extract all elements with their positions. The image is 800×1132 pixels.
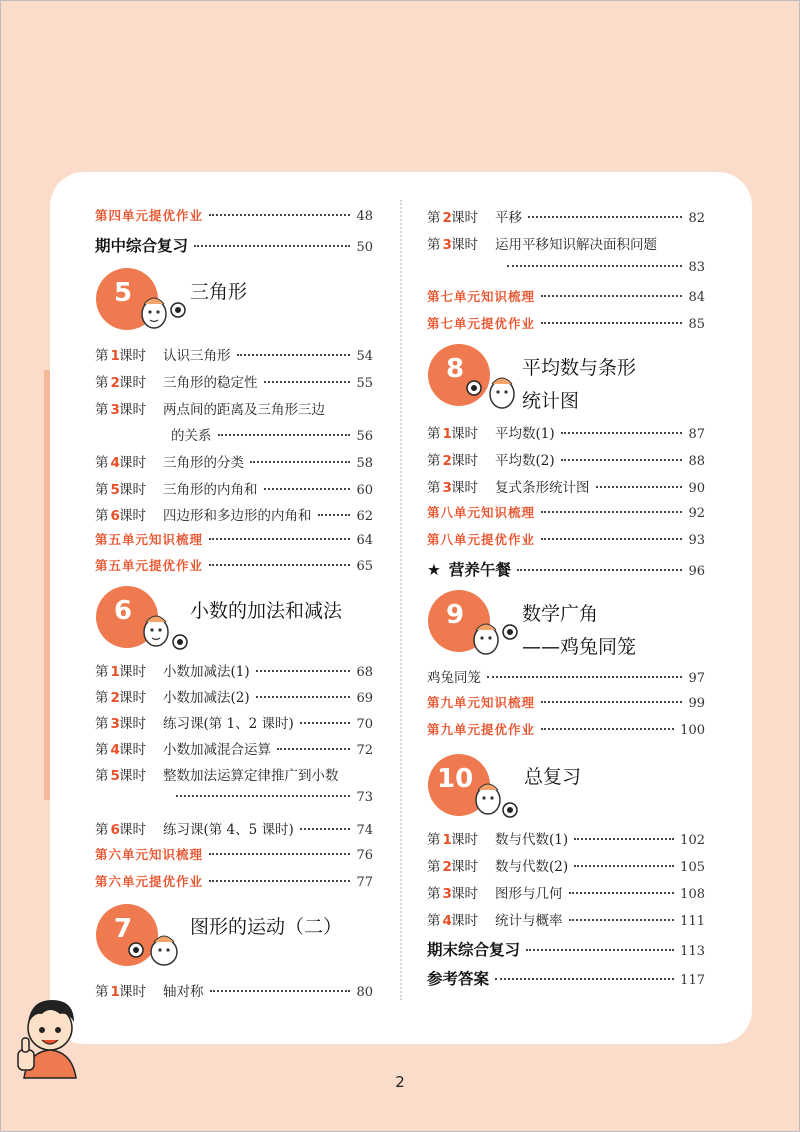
entry-title: 第四单元提优作业 <box>95 208 204 223</box>
lesson-prefix: 第 <box>95 482 109 498</box>
entry-page: 111 <box>680 914 705 929</box>
unit-8-title-line1: 平均数与条形 <box>522 357 637 379</box>
toc-entry-nutrition-lunch[interactable] <box>427 558 705 584</box>
toc-lesson[interactable] <box>427 882 705 908</box>
lesson-title: 轴对称 <box>163 984 204 1000</box>
lesson-title: 平均数(2) <box>495 453 555 469</box>
entry-page: 99 <box>688 696 705 711</box>
lesson-number: 1 <box>442 832 452 848</box>
lesson-prefix: 第 <box>427 886 441 902</box>
entry-page: 102 <box>680 833 705 848</box>
lesson-number: 6 <box>110 508 120 524</box>
toc-lesson[interactable] <box>427 476 705 502</box>
toc-lesson-continuation[interactable] <box>176 790 373 816</box>
lesson-title-continued: 的关系 <box>171 428 212 444</box>
column-divider <box>400 200 402 1000</box>
lesson-number: 1 <box>110 984 120 1000</box>
leader-dots <box>517 569 683 571</box>
entry-page: 56 <box>356 429 373 444</box>
lesson-title: 数与代数(2) <box>495 859 569 875</box>
lesson-suffix: 课时 <box>119 664 146 680</box>
leader-dots <box>541 538 682 540</box>
lesson-suffix: 课时 <box>119 690 146 706</box>
unit-number: 9 <box>446 600 465 630</box>
leader-dots <box>561 459 683 461</box>
entry-page: 96 <box>688 564 705 579</box>
entry-page: 68 <box>356 665 373 680</box>
unit-9-title-line1: 数学广角 <box>522 603 599 625</box>
entry-page: 82 <box>688 211 705 226</box>
entry-page: 58 <box>356 456 373 471</box>
lesson-title: 练习课(第 4、5 课时) <box>163 822 294 838</box>
lesson-suffix: 课时 <box>119 455 146 471</box>
lesson-suffix: 课时 <box>451 859 478 875</box>
entry-title: 参考答案 <box>427 970 490 988</box>
leader-dots <box>495 978 674 980</box>
leader-dots <box>574 838 674 840</box>
lesson-suffix: 课时 <box>119 482 146 498</box>
toc-entry-unit6-homework[interactable] <box>95 872 373 898</box>
entry-page: 83 <box>688 260 705 275</box>
entry-page: 87 <box>688 427 705 442</box>
toc-entry-final-review[interactable] <box>427 938 705 964</box>
lesson-suffix: 课时 <box>119 822 146 838</box>
lesson-title: 练习课(第 1、2 课时) <box>163 716 294 732</box>
entry-page: 64 <box>356 533 373 548</box>
lesson-title: 小数加减法(2) <box>163 690 250 706</box>
lesson-number: 5 <box>110 482 120 498</box>
lesson-number: 4 <box>442 913 452 929</box>
entry-page: 84 <box>688 290 705 305</box>
lesson-number: 3 <box>442 237 452 253</box>
leader-dots <box>541 728 674 730</box>
dinosaur-mascot-icon <box>466 780 526 825</box>
leader-dots <box>300 722 351 724</box>
lesson-number: 2 <box>442 453 452 469</box>
leader-dots <box>210 990 351 992</box>
toc-lesson[interactable] <box>95 980 373 1006</box>
lesson-suffix: 课时 <box>451 453 478 469</box>
leader-dots <box>209 564 350 566</box>
leader-dots <box>209 880 350 882</box>
entry-page: 74 <box>356 823 373 838</box>
toc-entry-unit9-homework[interactable] <box>427 720 705 746</box>
toc-entry-answer-key[interactable] <box>427 967 705 993</box>
unit-number: 6 <box>114 596 133 626</box>
leader-dots <box>541 511 682 513</box>
dinosaur-mascot-icon <box>462 368 522 418</box>
lesson-number: 4 <box>110 742 120 758</box>
entry-page: 100 <box>680 723 705 738</box>
lesson-number: 2 <box>110 375 120 391</box>
entry-page: 108 <box>680 887 705 902</box>
lesson-title: 认识三角形 <box>163 348 231 364</box>
lesson-prefix: 第 <box>95 822 109 838</box>
lesson-number: 4 <box>110 455 120 471</box>
toc-lesson[interactable] <box>95 686 373 712</box>
entry-page: 55 <box>356 376 373 391</box>
entry-page: 97 <box>688 671 705 686</box>
lesson-prefix: 第 <box>95 455 109 471</box>
lesson-prefix: 第 <box>427 210 441 226</box>
leader-dots <box>250 461 350 463</box>
lesson-title: 小数加减混合运算 <box>163 742 271 758</box>
lesson-prefix: 第 <box>95 348 109 364</box>
entry-page: 72 <box>356 743 373 758</box>
toc-lesson[interactable] <box>95 764 373 790</box>
entry-title: 期中综合复习 <box>95 237 189 255</box>
lesson-prefix: 第 <box>427 237 441 253</box>
unit-8-title-line2: 统计图 <box>522 390 580 412</box>
lesson-title: 运用平移知识解决面积问题 <box>495 237 657 253</box>
unit-5-title: 三角形 <box>190 281 248 303</box>
toc-lesson[interactable] <box>427 422 705 448</box>
entry-title: 营养午餐 <box>448 561 511 579</box>
toc-entry-unit7-summary[interactable] <box>427 287 705 313</box>
entry-title: 第七单元知识梳理 <box>427 289 536 304</box>
lesson-title: 平移 <box>495 210 522 226</box>
lesson-suffix: 课时 <box>119 348 146 364</box>
toc-lesson[interactable] <box>95 371 373 397</box>
entry-page: 88 <box>688 454 705 469</box>
toc-entry-unit6-summary[interactable] <box>95 845 373 871</box>
lesson-number: 1 <box>110 664 120 680</box>
toc-lesson[interactable] <box>427 206 705 232</box>
lesson-prefix: 第 <box>95 716 109 732</box>
lesson-title: 整数加法运算定律推广到小数 <box>163 768 339 784</box>
lesson-prefix: 第 <box>427 426 441 442</box>
lesson-suffix: 课时 <box>119 508 146 524</box>
toc-lesson[interactable] <box>95 344 373 370</box>
page-number: 2 <box>395 1073 405 1091</box>
lesson-title: 平均数(1) <box>495 426 555 442</box>
lesson-number: 3 <box>110 402 120 418</box>
lesson-suffix: 课时 <box>451 426 478 442</box>
lesson-prefix: 第 <box>95 402 109 418</box>
lesson-number: 3 <box>442 480 452 496</box>
dinosaur-mascot-icon <box>134 610 194 660</box>
lesson-suffix: 课时 <box>451 210 478 226</box>
entry-title: 第六单元知识梳理 <box>95 847 204 862</box>
leader-dots <box>528 216 682 218</box>
leader-dots <box>209 214 350 216</box>
lesson-title: 复式条形统计图 <box>495 480 590 496</box>
entry-page: 90 <box>688 481 705 496</box>
entry-title: 第六单元提优作业 <box>95 874 204 889</box>
toc-lesson[interactable] <box>427 449 705 475</box>
lesson-suffix: 课时 <box>119 768 146 784</box>
lesson-prefix: 第 <box>427 480 441 496</box>
entry-title: 第八单元提优作业 <box>427 532 536 547</box>
entry-title: 第九单元知识梳理 <box>427 695 536 710</box>
lesson-suffix: 课时 <box>451 832 478 848</box>
lesson-suffix: 课时 <box>119 742 146 758</box>
leader-dots <box>318 514 351 516</box>
entry-page: 60 <box>356 483 373 498</box>
toc-entry-midterm-review[interactable] <box>95 234 373 260</box>
entry-page: 105 <box>680 860 705 875</box>
unit-number: 10 <box>437 764 474 794</box>
toc-entry-unit5-homework[interactable] <box>95 556 373 582</box>
leader-dots <box>256 696 351 698</box>
lesson-suffix: 课时 <box>451 886 478 902</box>
entry-title: 第八单元知识梳理 <box>427 505 536 520</box>
leader-dots <box>209 853 350 855</box>
toc-lesson[interactable] <box>95 660 373 686</box>
leader-dots <box>569 919 675 921</box>
toc-lesson[interactable] <box>427 233 705 259</box>
lesson-prefix: 第 <box>95 664 109 680</box>
entry-page: 50 <box>356 240 373 255</box>
toc-lesson-continuation[interactable] <box>171 424 373 450</box>
lesson-prefix: 第 <box>427 832 441 848</box>
entry-page: 73 <box>356 790 373 805</box>
lesson-title: 三角形的内角和 <box>163 482 258 498</box>
lesson-prefix: 第 <box>95 742 109 758</box>
dinosaur-mascot-icon <box>464 618 524 663</box>
leader-dots <box>574 865 674 867</box>
entry-page: 85 <box>688 317 705 332</box>
lesson-title: 三角形的分类 <box>163 455 244 471</box>
lesson-number: 5 <box>110 768 120 784</box>
lesson-number: 6 <box>110 822 120 838</box>
toc-lesson[interactable] <box>427 909 705 935</box>
toc-entry-unit8-homework[interactable] <box>427 530 705 556</box>
unit-6-title: 小数的加法和减法 <box>190 600 343 622</box>
lesson-number: 2 <box>110 690 120 706</box>
leader-dots <box>176 795 350 797</box>
dinosaur-mascot-icon <box>122 930 192 975</box>
leader-dots <box>300 828 351 830</box>
lesson-title: 图形与几何 <box>495 886 563 902</box>
lesson-title: 四边形和多边形的内角和 <box>163 508 312 524</box>
unit-7-title: 图形的运动（二） <box>190 916 343 938</box>
entry-page: 48 <box>356 209 373 224</box>
toc-entry-unit7-homework[interactable] <box>427 314 705 340</box>
entry-page: 113 <box>680 944 705 959</box>
entry-page: 62 <box>356 509 373 524</box>
unit-10-title: 总复习 <box>524 766 582 788</box>
leader-dots <box>209 538 350 540</box>
lesson-prefix: 第 <box>427 453 441 469</box>
leader-dots <box>526 949 674 951</box>
toc-lesson-continuation[interactable] <box>507 260 705 286</box>
leader-dots <box>541 322 682 324</box>
lesson-suffix: 课时 <box>119 375 146 391</box>
entry-page: 117 <box>680 973 705 988</box>
boy-thumbs-up-icon <box>14 994 86 1080</box>
lesson-prefix: 第 <box>95 508 109 524</box>
entry-page: 69 <box>356 691 373 706</box>
toc-lesson[interactable] <box>95 504 373 530</box>
dinosaur-mascot-icon <box>132 290 192 340</box>
toc-lesson[interactable] <box>95 738 373 764</box>
entry-title: 第五单元知识梳理 <box>95 532 204 547</box>
toc-lesson[interactable] <box>95 818 373 844</box>
toc-entry-unit5-summary[interactable] <box>95 530 373 556</box>
lesson-title: 统计与概率 <box>495 913 563 929</box>
leader-dots <box>561 432 683 434</box>
leader-dots <box>277 748 350 750</box>
leader-dots <box>256 670 351 672</box>
entry-page: 77 <box>356 875 373 890</box>
toc-entry-chicken-rabbit[interactable] <box>427 666 705 692</box>
leader-dots <box>194 245 350 247</box>
lesson-prefix: 第 <box>427 913 441 929</box>
lesson-suffix: 课时 <box>119 984 146 1000</box>
toc-lesson[interactable] <box>95 398 373 424</box>
leader-dots <box>487 676 682 678</box>
leader-dots <box>569 892 675 894</box>
lesson-title: 小数加减法(1) <box>163 664 250 680</box>
toc-entry-unit4-homework[interactable] <box>95 206 373 232</box>
leader-dots <box>596 486 683 488</box>
unit-9-title-line2: ——鸡兔同笼 <box>522 636 637 658</box>
lesson-prefix: 第 <box>427 859 441 875</box>
lesson-prefix: 第 <box>95 690 109 706</box>
entry-title: 第九单元提优作业 <box>427 722 536 737</box>
lesson-suffix: 课时 <box>451 237 478 253</box>
lesson-prefix: 第 <box>95 984 109 1000</box>
lesson-number: 2 <box>442 859 452 875</box>
entry-page: 80 <box>356 985 373 1000</box>
unit-number: 5 <box>114 278 133 308</box>
entry-title: 鸡兔同笼 <box>427 670 481 686</box>
lesson-number: 1 <box>110 348 120 364</box>
leader-dots <box>507 265 682 267</box>
leader-dots <box>541 701 682 703</box>
toc-entry-unit8-summary[interactable] <box>427 503 705 529</box>
toc-lesson[interactable] <box>427 828 705 854</box>
toc-lesson[interactable] <box>95 451 373 477</box>
lesson-prefix: 第 <box>95 768 109 784</box>
leader-dots <box>264 381 351 383</box>
lesson-number: 2 <box>442 210 452 226</box>
entry-title: 第七单元提优作业 <box>427 316 536 331</box>
lesson-suffix: 课时 <box>451 913 478 929</box>
toc-entry-unit9-summary[interactable] <box>427 693 705 719</box>
lesson-title: 两点间的距离及三角形三边 <box>163 402 325 418</box>
entry-page: 54 <box>356 349 373 364</box>
leader-dots <box>264 488 351 490</box>
lesson-suffix: 课时 <box>451 480 478 496</box>
unit-number: 7 <box>114 914 133 944</box>
toc-lesson[interactable] <box>95 478 373 504</box>
entry-page: 92 <box>688 506 705 521</box>
leader-dots <box>218 434 351 436</box>
lesson-prefix: 第 <box>95 375 109 391</box>
lesson-number: 3 <box>110 716 120 732</box>
entry-title: 期末综合复习 <box>427 941 521 959</box>
toc-lesson[interactable] <box>427 855 705 881</box>
lesson-number: 1 <box>442 426 452 442</box>
entry-page: 70 <box>356 717 373 732</box>
entry-page: 65 <box>356 559 373 574</box>
toc-lesson[interactable] <box>95 712 373 738</box>
lesson-suffix: 课时 <box>119 402 146 418</box>
lesson-suffix: 课时 <box>119 716 146 732</box>
leader-dots <box>237 354 351 356</box>
entry-title: 第五单元提优作业 <box>95 558 204 573</box>
unit-number: 8 <box>446 354 465 384</box>
entry-page: 93 <box>688 533 705 548</box>
star-icon: ★ <box>427 561 441 579</box>
lesson-title: 三角形的稳定性 <box>163 375 258 391</box>
leader-dots <box>541 295 682 297</box>
lesson-number: 3 <box>442 886 452 902</box>
lesson-title: 数与代数(1) <box>495 832 569 848</box>
entry-page: 76 <box>356 848 373 863</box>
